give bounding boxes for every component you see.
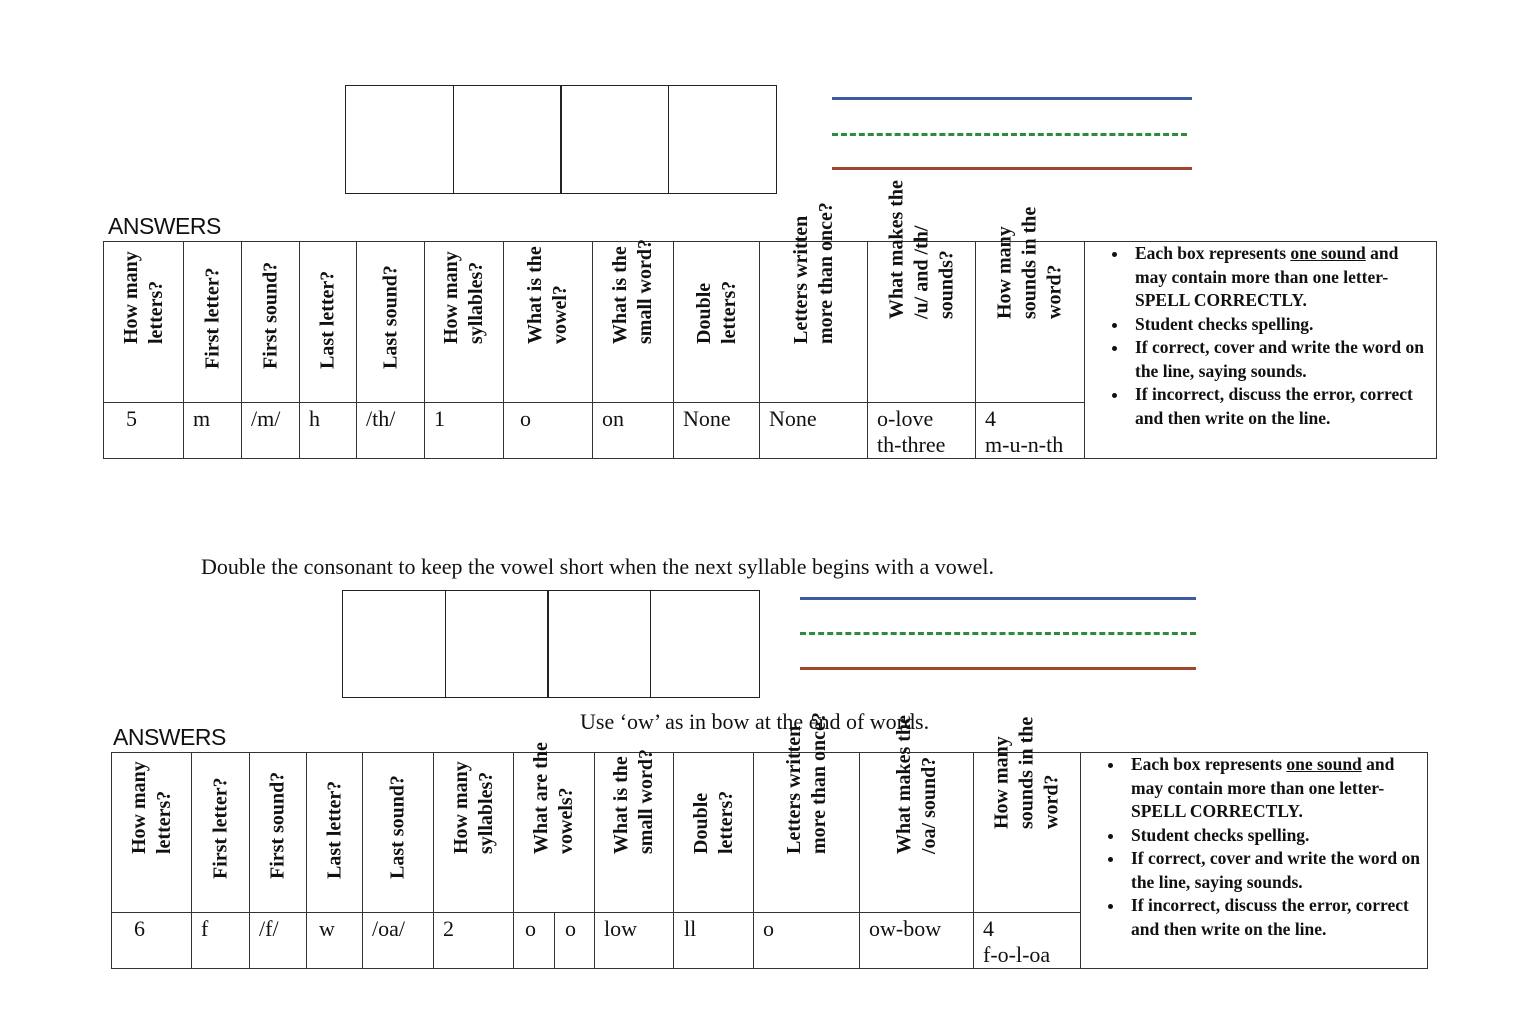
header-text: Letters written more than once? bbox=[789, 202, 837, 344]
instruction-item: • Each box represents one sound and may contain more than one letter-SPELL CORRECTLY. bbox=[1125, 753, 1421, 824]
instruction-item: • If correct, cover and write the word on the line, saying sounds. bbox=[1129, 336, 1430, 383]
header-cell bbox=[674, 242, 760, 403]
middle-dashed-line bbox=[800, 632, 1196, 635]
header-cell bbox=[307, 753, 363, 913]
instruction-item: • Student checks spelling. bbox=[1129, 313, 1430, 337]
instructions-list bbox=[1097, 242, 1430, 430]
header-cell bbox=[514, 742, 595, 913]
answer-cell[interactable]: h bbox=[300, 403, 357, 459]
answer-cell[interactable]: m bbox=[184, 403, 242, 459]
instructions-cell bbox=[1085, 242, 1437, 459]
answer-line: o-love bbox=[877, 406, 934, 431]
header-cell bbox=[434, 753, 514, 913]
answer-cell[interactable]: on bbox=[593, 403, 674, 459]
answer-cell[interactable]: 6 bbox=[112, 913, 192, 969]
header-text: Last letter? bbox=[323, 780, 345, 879]
answer-line: 4 bbox=[983, 916, 994, 941]
answer-cell[interactable]: None bbox=[674, 403, 760, 459]
header-text: What makes the /oa/ sound? bbox=[892, 715, 940, 854]
header-cell bbox=[242, 242, 300, 403]
header-text: First sound? bbox=[259, 261, 281, 369]
sound-box[interactable] bbox=[342, 590, 446, 698]
header-cell bbox=[860, 715, 974, 913]
header-cell bbox=[595, 749, 674, 913]
vowel-split bbox=[514, 913, 594, 968]
header-text: How many sounds in the word? bbox=[990, 716, 1063, 829]
header-cell bbox=[357, 242, 425, 403]
header-text: How many syllables? bbox=[440, 251, 487, 344]
sound-box[interactable] bbox=[547, 590, 651, 698]
instruction-item: • If incorrect, discuss the error, correct and then write on the line. bbox=[1129, 383, 1430, 430]
header-cell bbox=[112, 753, 192, 913]
sound-box[interactable] bbox=[650, 590, 760, 698]
answer-cell[interactable]: 1 bbox=[425, 403, 504, 459]
header-cell bbox=[250, 753, 307, 913]
vowel-answer[interactable]: o bbox=[514, 913, 555, 968]
answer-line: m-u-n-th bbox=[985, 432, 1064, 457]
header-text: How many letters? bbox=[127, 761, 175, 854]
answer-cell[interactable] bbox=[868, 403, 976, 459]
sound-box[interactable] bbox=[345, 85, 454, 194]
header-cell bbox=[976, 206, 1085, 403]
header-cell bbox=[300, 242, 357, 403]
answer-cell[interactable]: 5 bbox=[104, 403, 184, 459]
header-text: Last sound? bbox=[386, 775, 409, 879]
answer-cell[interactable]: 2 bbox=[434, 913, 514, 969]
header-text: What are the vowels? bbox=[530, 742, 577, 854]
answers-label: ANSWERS bbox=[113, 724, 226, 750]
vowel-answer[interactable]: o bbox=[565, 916, 576, 941]
header-text: Last letter? bbox=[316, 270, 339, 369]
header-cell bbox=[593, 239, 674, 403]
top-line bbox=[832, 97, 1192, 100]
answer-line: 4 bbox=[985, 406, 996, 431]
header-cell bbox=[192, 753, 250, 913]
answer-cell[interactable]: o bbox=[504, 403, 593, 459]
answer-cell[interactable]: None bbox=[760, 403, 868, 459]
header-cell bbox=[760, 202, 868, 403]
answer-cell[interactable] bbox=[976, 403, 1085, 459]
header-cell bbox=[974, 716, 1081, 913]
sound-boxes-2 bbox=[342, 590, 760, 698]
instructions-cell bbox=[1081, 753, 1428, 969]
header-text: Letters written more than once? bbox=[782, 712, 830, 854]
header-text: How many letters? bbox=[119, 251, 167, 344]
writing-lines-2[interactable] bbox=[800, 597, 1196, 677]
sound-boxes-1 bbox=[345, 85, 777, 194]
header-text: What is the small word? bbox=[610, 749, 657, 854]
sound-box[interactable] bbox=[560, 85, 669, 194]
instructions-list bbox=[1093, 753, 1421, 941]
answer-cell[interactable]: w bbox=[307, 913, 363, 969]
header-text: First letter? bbox=[209, 777, 231, 879]
answer-cell[interactable]: o bbox=[754, 913, 860, 969]
header-cell bbox=[674, 753, 754, 913]
answer-cell[interactable] bbox=[514, 913, 595, 969]
answer-line: th-three bbox=[877, 432, 946, 457]
answer-cell[interactable] bbox=[974, 913, 1081, 969]
sound-box[interactable] bbox=[445, 590, 549, 698]
header-cell bbox=[184, 242, 242, 403]
header-text: Double letters? bbox=[692, 280, 740, 344]
header-text: What is the small word? bbox=[609, 239, 656, 344]
header-text: How many syllables? bbox=[449, 761, 497, 854]
sound-box[interactable] bbox=[668, 85, 777, 194]
header-cell bbox=[754, 712, 860, 913]
answer-cell[interactable]: /m/ bbox=[242, 403, 300, 459]
header-cell bbox=[504, 242, 593, 403]
answer-cell[interactable]: ll bbox=[674, 913, 754, 969]
spelling-rule: Use ‘ow’ as in bow at the end of words. bbox=[580, 709, 930, 734]
answer-cell[interactable]: ow-bow bbox=[860, 913, 974, 969]
answer-line: f-o-l-oa bbox=[983, 942, 1051, 967]
answer-cell[interactable]: low bbox=[595, 913, 674, 969]
header-text: What is the vowel? bbox=[524, 246, 571, 344]
header-text: First sound? bbox=[266, 771, 289, 879]
sound-box[interactable] bbox=[453, 85, 562, 194]
spelling-rule: Double the consonant to keep the vowel short when the next syllable begins with a vowel. bbox=[201, 554, 995, 579]
header-text: What makes the /u/ and /th/ sounds? bbox=[885, 180, 957, 319]
base-line bbox=[800, 667, 1196, 670]
header-text: Double letters? bbox=[689, 790, 737, 854]
answer-cell[interactable]: f bbox=[192, 913, 250, 969]
instruction-item: • If incorrect, discuss the error, correct and then write on the line. bbox=[1125, 894, 1421, 941]
header-text: How many sounds in the word? bbox=[993, 206, 1066, 319]
answers-label: ANSWERS bbox=[108, 213, 221, 239]
base-line bbox=[832, 167, 1192, 170]
header-text: First letter? bbox=[201, 267, 223, 369]
middle-dashed-line bbox=[832, 133, 1187, 136]
header-text: Last sound? bbox=[379, 265, 401, 369]
header-cell bbox=[868, 180, 976, 403]
writing-lines-1[interactable] bbox=[832, 97, 1192, 177]
answer-cell[interactable]: /f/ bbox=[250, 913, 307, 969]
header-cell bbox=[425, 242, 504, 403]
header-cell bbox=[363, 753, 434, 913]
top-line bbox=[800, 597, 1196, 600]
instruction-item: • Each box represents one sound and may contain more than one letter-SPELL CORRECTLY. bbox=[1129, 242, 1430, 313]
header-cell bbox=[104, 242, 184, 403]
answer-cell[interactable]: /th/ bbox=[357, 403, 425, 459]
instruction-item: • If correct, cover and write the word on the line, saying sounds. bbox=[1125, 847, 1421, 894]
instruction-item: • Student checks spelling. bbox=[1125, 824, 1421, 848]
answer-cell[interactable]: /oa/ bbox=[363, 913, 434, 969]
